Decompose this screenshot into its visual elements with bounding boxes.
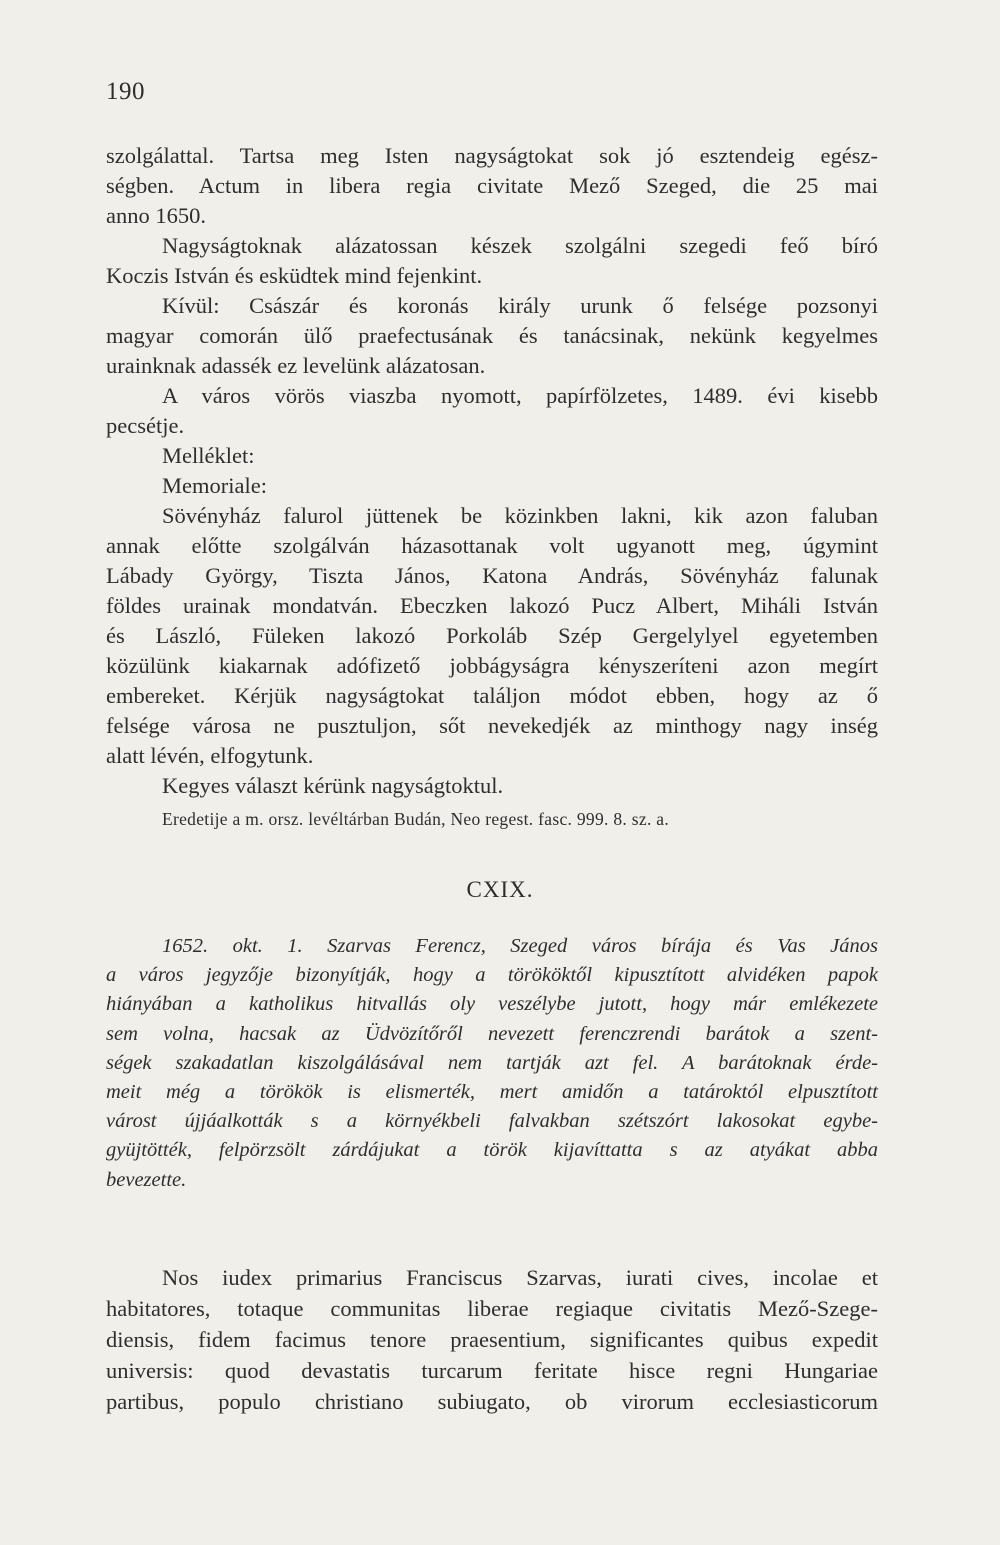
text-line: felsége városa ne pusztuljon, sőt nevekedjék az minthogy nagy inség <box>106 713 878 738</box>
text-line: urainknak adassék ez levelünk alázatosan. <box>106 353 486 378</box>
text-line: Memoriale: <box>162 473 267 498</box>
source-note-text: Eredetije a m. orsz. levéltárban Budán, Neo regest. fasc. 999. 8. sz. a. <box>162 809 670 829</box>
text-line: földes urainak mondatván. Ebeczken lakozó Pucz Albert, Miháli István <box>106 593 878 618</box>
text-line: embereket. Kérjük nagyságtokat találjon módot ebben, hogy az ő <box>106 683 878 708</box>
summary-line: sem volna, hacsak az Üdvözítőről nevezett ferenczrendi barátok a szent- <box>106 1022 878 1045</box>
document-summary <box>106 932 878 1195</box>
text-line: Nagyságtoknak alázatossan készek szolgálni szegedi feő bíró <box>162 233 878 258</box>
text-line: Kegyes választ kérünk nagyságtoktul. <box>162 773 504 798</box>
text-line: annak előtte szolgálván házasottanak volt ugyanott meg, úgymint <box>106 533 878 558</box>
page-number: 190 <box>106 78 145 105</box>
section-heading: CXIX. <box>466 877 534 902</box>
summary-line: a város jegyzője bizonyítják, hogy a törököktől kipusztított alvidéken papok <box>106 964 878 987</box>
text-line: szolgálattal. Tartsa meg Isten nagyságtokat sok jó esztendeig egész- <box>106 143 878 168</box>
summary-line: ségek szakadatlan kiszolgálásával nem tartják azt fel. A barátoknak érde- <box>106 1051 878 1074</box>
text-line: habitatores, totaque communitas liberae regiaque civitatis Mező-Szege- <box>106 1296 878 1321</box>
latin-text <box>106 1262 878 1417</box>
text-line: pecsétje. <box>106 413 185 438</box>
text-line: közülünk kiakarnak adófizető jobbágyságra kényszeríteni azon megírt <box>106 653 878 678</box>
text-line: anno 1650. <box>106 203 206 228</box>
text-line: Melléklet: <box>162 443 255 468</box>
text-line: universis: quod devastatis turcarum feritate hisce regni Hungariae <box>106 1358 878 1383</box>
summary-line: bevezette. <box>106 1168 187 1191</box>
text-line: Kívül: Császár és koronás király urunk ő felsége pozsonyi <box>162 293 878 318</box>
text-line: diensis, fidem facimus tenore praesentium, significantes quibus expedit <box>106 1327 878 1352</box>
text-line: és László, Füleken lakozó Porkoláb Szép Gergelylyel egyetemben <box>106 623 878 648</box>
text-line: Lábady György, Tiszta János, Katona András, Sövényház falunak <box>106 563 878 588</box>
summary-line: várost újjáalkották s a környékbeli falvakban szétszórt lakosokat egybe- <box>106 1110 878 1133</box>
letter-body <box>106 141 878 801</box>
summary-line: gyüjtötték, felpörzsölt zárdájukat a török kijavíttatta s az atyákat abba <box>106 1139 878 1162</box>
text-line: partibus, populo christiano subiugato, ob virorum ecclesiasticorum <box>106 1389 878 1414</box>
text-line: Sövényház falurol jüttenek be közinkben lakni, kik azon faluban <box>162 503 878 528</box>
summary-line: 1652. okt. 1. Szarvas Ferencz, Szeged város bírája és Vas János <box>162 935 878 957</box>
text-line: Nos iudex primarius Franciscus Szarvas, iurati cives, incolae et <box>162 1265 878 1290</box>
text-line: Koczis István és esküdtek mind fejenkint. <box>106 263 483 288</box>
summary-line: hiányában a katholikus hitvallás oly veszélybe jutott, hogy már emlékezete <box>106 993 878 1016</box>
source-note <box>106 806 878 832</box>
text-line: alatt lévén, elfogytunk. <box>106 743 314 768</box>
text-line: magyar comorán ülő praefectusának és tanácsinak, nekünk kegyelmes <box>106 323 878 348</box>
text-line: A város vörös viaszba nyomott, papírfölzetes, 1489. évi kisebb <box>162 383 878 408</box>
summary-line: meit még a törökök is elismerték, mert amidőn a tatároktól elpusztított <box>106 1081 878 1104</box>
text-line: ségben. Actum in libera regia civitate Mező Szeged, die 25 mai <box>106 173 878 198</box>
